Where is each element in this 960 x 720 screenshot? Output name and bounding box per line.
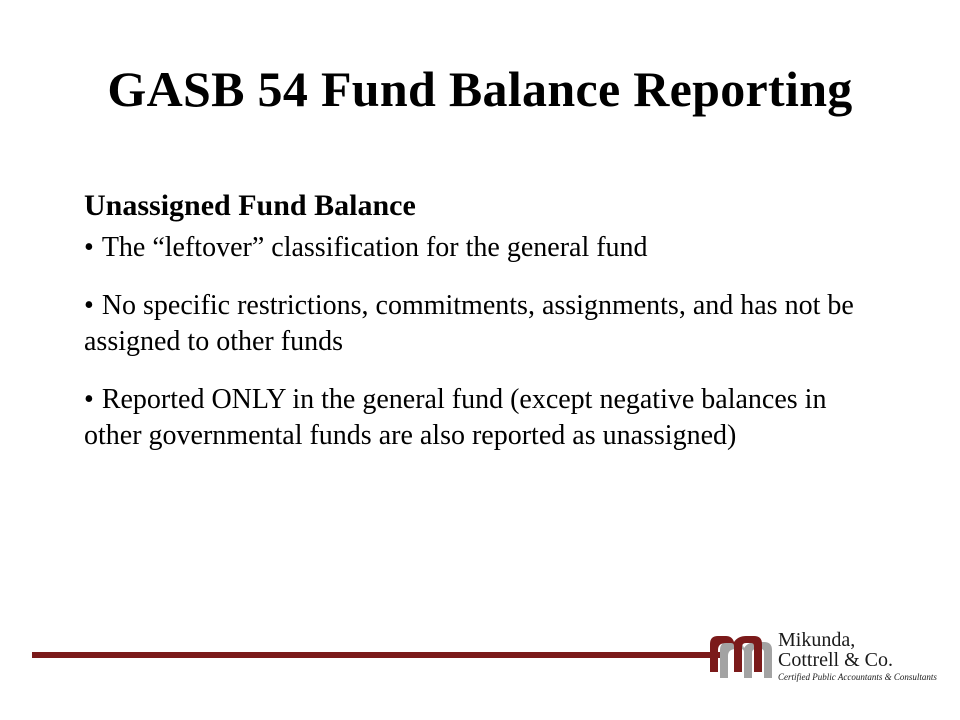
logo-mark-icon [706,628,776,688]
logo-firm-name-line2: Cottrell & Co. [778,649,893,671]
slide-title: GASB 54 Fund Balance Reporting [107,61,853,117]
bullet-text: Reported ONLY in the general fund (except negative balances in other governmental funds are also reported as unassigned) [84,384,827,451]
bullet-item [84,230,884,266]
bullet-dot: • [84,384,94,415]
company-logo [706,628,936,688]
logo-firm-name-line1: Mikunda, [778,629,856,651]
bullet-dot: • [84,232,94,263]
bullet-item [84,382,884,454]
logo-tagline: Certified Public Accountants & Consultants [778,672,937,682]
section-heading: Unassigned Fund Balance [84,189,416,222]
bullet-dot: • [84,290,94,321]
bullet-item [84,288,884,360]
bullet-text: The “leftover” classification for the general fund [101,232,648,263]
slide-content [84,188,884,476]
bullet-text: No specific restrictions, commitments, assignments, and has not be assigned to other funds [84,290,854,357]
footer-rule [32,652,728,658]
logo-text [778,630,937,683]
